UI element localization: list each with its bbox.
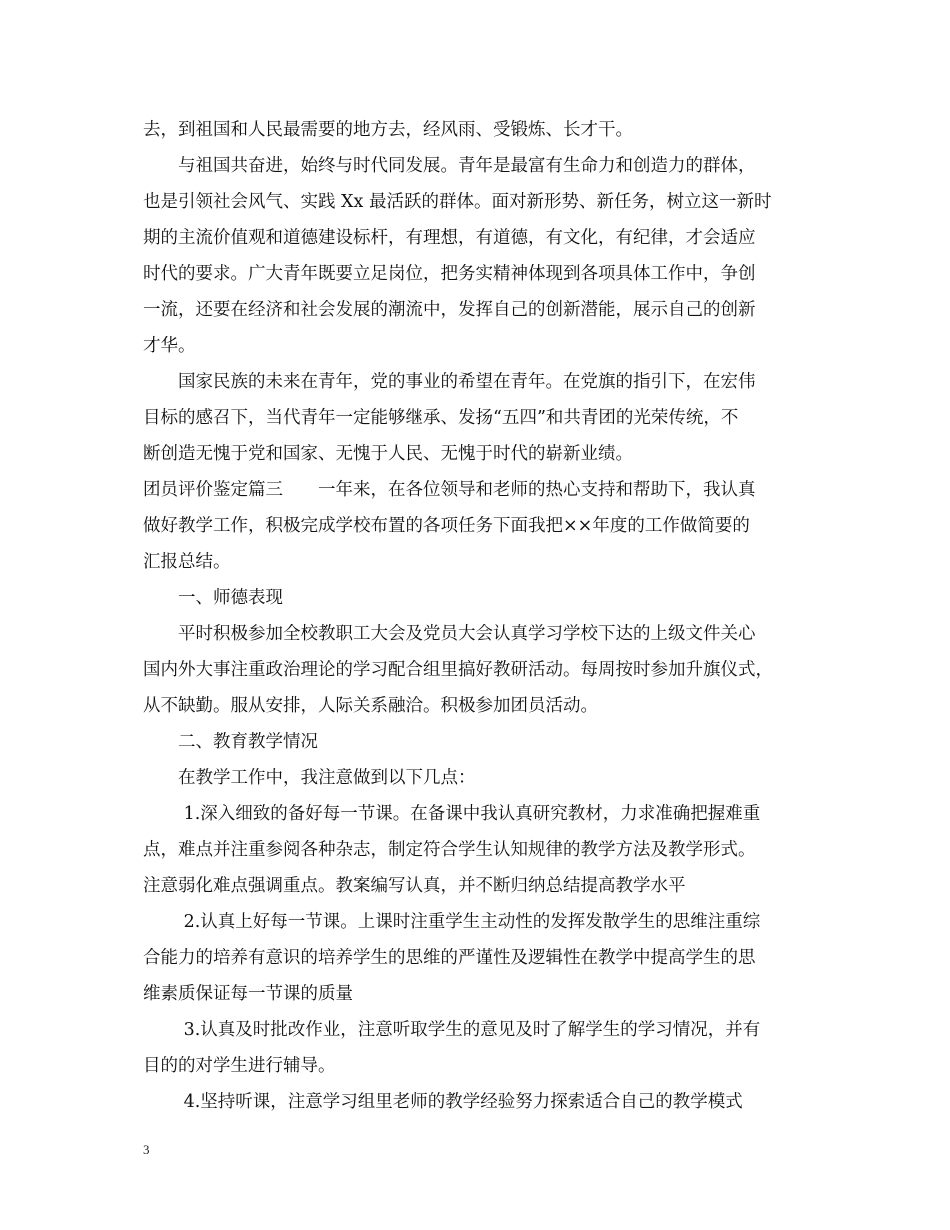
text-line: 期的主流价值观和道德建设标杆，有理想，有道德，有文化，有纪律，才会适应 xyxy=(143,228,756,248)
text-line: 国家民族的未来在青年，党的事业的希望在青年。在党旗的指引下，在宏伟 xyxy=(143,372,756,392)
text-line: 从不缺勤。服从安排，人际关系融洽。积极参加团员活动。 xyxy=(143,696,598,716)
page-number: 3 xyxy=(143,1142,150,1157)
text-line: 平时积极参加全校教职工大会及党员大会认真学习学校下达的上级文件关心 xyxy=(143,624,756,644)
text-line: 目的的对学生进行辅导。 xyxy=(143,1056,336,1076)
text-line: 维素质保证每一节课的质量 xyxy=(143,984,353,1004)
text-line: 点，难点并注重参阅各种杂志，制定符合学生认知规律的教学方法及教学形式。 xyxy=(143,840,756,860)
text-line: 目标的感召下，当代青年一定能够继承、发扬“五四”和共青团的光荣传统，不 xyxy=(143,408,739,428)
text-line: 时代的要求。广大青年既要立足岗位，把务实精神体现到各项具体工作中，争创 xyxy=(143,264,756,284)
text-line: 断创造无愧于党和国家、无愧于人民、无愧于时代的崭新业绩。 xyxy=(143,444,633,464)
list-item-line: 1.深入细致的备好每一节课。在备课中我认真研究教材，力求准确把握难重 xyxy=(143,804,761,824)
text-line: 一流，还要在经济和社会发展的潮流中，发挥自己的创新潜能，展示自己的创新 xyxy=(143,300,756,320)
text-line: 去，到祖国和人民最需要的地方去，经风雨、受锻炼、长才干。 xyxy=(143,120,633,140)
text-line: 汇报总结。 xyxy=(143,552,231,572)
section-heading-line: 团员评价鉴定篇三 一年来，在各位领导和老师的热心支持和帮助下，我认真 xyxy=(143,480,756,500)
text-line: 合能力的培养有意识的培养学生的思维的严谨性及逻辑性在教学中提高学生的思 xyxy=(143,948,756,968)
subheading-line: 二、教育教学情况 xyxy=(143,732,318,752)
list-item-line: 2.认真上好每一节课。上课时注重学生主动性的发挥发散学生的思维注重综 xyxy=(143,912,761,932)
text-line: 做好教学工作，积极完成学校布置的各项任务下面我把××年度的工作做简要的 xyxy=(143,516,750,536)
text-line: 在教学工作中，我注意做到以下几点： xyxy=(143,768,476,788)
text-line: 与祖国共奋进，始终与时代同发展。青年是最富有生命力和创造力的群体， xyxy=(143,156,756,176)
text-line: 也是引领社会风气、实践 Xx 最活跃的群体。面对新形势、新任务，树立这一新时 xyxy=(143,192,772,212)
subheading-line: 一、师德表现 xyxy=(143,588,283,608)
list-item-line: 3.认真及时批改作业，注意听取学生的意见及时了解学生的学习情况，并有 xyxy=(143,1020,761,1040)
text-line: 国内外大事注重政治理论的学习配合组里搞好教研活动。每周按时参加升旗仪式， xyxy=(143,660,773,680)
text-line: 注意弱化难点强调重点。教案编写认真，并不断归纳总结提高教学水平 xyxy=(143,876,686,896)
text-line: 才华。 xyxy=(143,336,196,356)
list-item-line: 4.坚持听课，注意学习组里老师的教学经验努力探索适合自己的教学模式 xyxy=(143,1092,743,1112)
